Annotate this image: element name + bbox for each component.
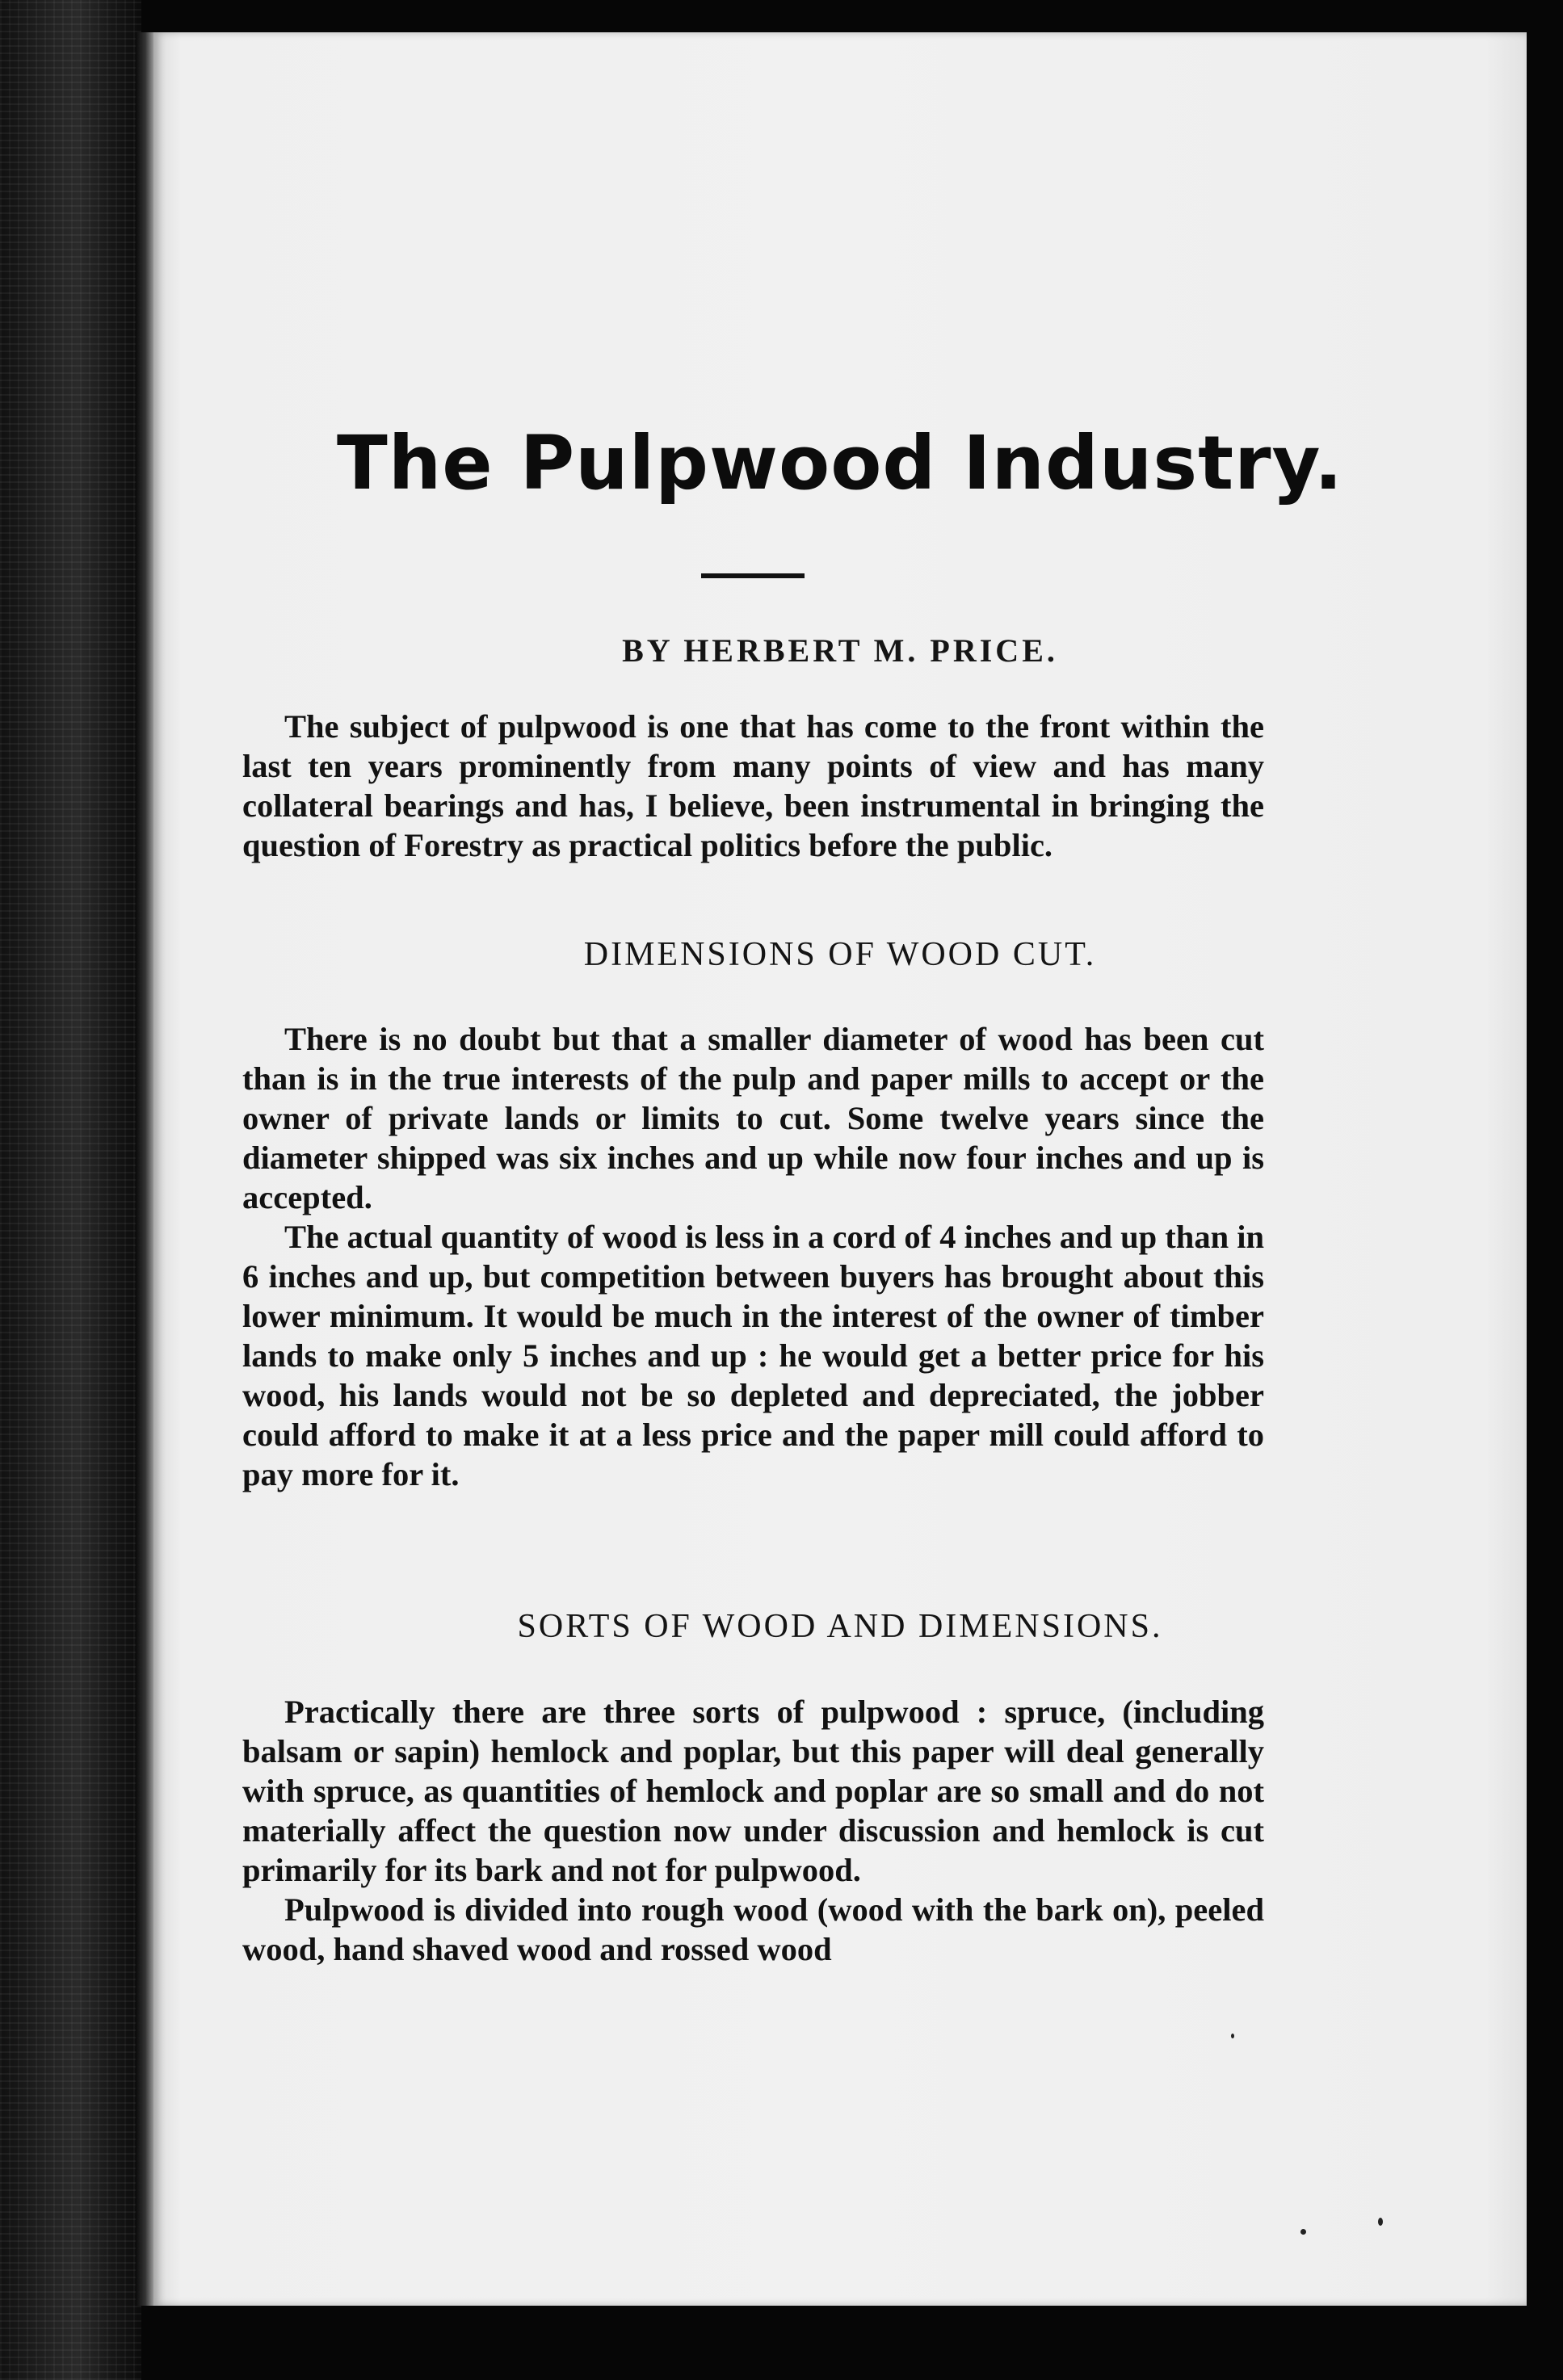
paragraph: Practically there are three sorts of pulpwood : spruce, (including balsam or sapin) hemlock and poplar, but this paper will deal generally with spruce, as quantities of hemlock and poplar are so small and do not materially affect the question now under discussion and hemlock is cut primarily for its bark and not for pulpwood.	[242, 1694, 1264, 1888]
book-binding	[0, 0, 141, 2380]
section-heading-sorts: SORTS OF WOOD AND DIMENSIONS.	[517, 1608, 1163, 1645]
paragraph: Pulpwood is divided into rough wood (wood with the bark on), peeled wood, hand shaved wood and rossed wood	[242, 1891, 1264, 1967]
paragraph: There is no doubt but that a smaller diameter of wood has been cut than is in the true interests of the pulp and paper mills to accept or the owner of private lands or limits to cut. Some twelve years since the diameter shipped was six inches and up while now four inches and up is accepted.	[242, 1021, 1264, 1215]
document-page	[153, 32, 1527, 2306]
section-body-dimensions	[242, 1019, 1264, 1494]
paragraph: The actual quantity of wood is less in a cord of 4 inches and up than in 6 inches and up, but competition between buyers has brought about this lower minimum. It would be much in the interest of the owner of timber lands to make only 5 inches and up : he would get a better price for his wood, his lands would not be so depleted and depreciated, the jobber could afford to make it at a less price and the paper mill could afford to pay more for it.	[242, 1219, 1264, 1492]
print-speck	[1300, 2229, 1306, 2235]
intro-block	[242, 707, 1264, 865]
print-speck	[1231, 2034, 1234, 2038]
section-body-sorts	[242, 1692, 1264, 1969]
title-divider	[701, 573, 805, 578]
document-title: The Pulpwood Industry.	[337, 420, 1343, 506]
section-heading-dimensions: DIMENSIONS OF WOOD CUT.	[583, 936, 1097, 973]
print-speck	[1378, 2218, 1383, 2226]
author-byline: BY HERBERT M. PRICE.	[622, 632, 1058, 669]
intro-paragraph: The subject of pulpwood is one that has come to the front within the last ten years prominently from many points of view and has many collateral bearings and has, I believe, been instrumental in bringing the question of Forestry as practical politics before the public.	[242, 708, 1264, 863]
